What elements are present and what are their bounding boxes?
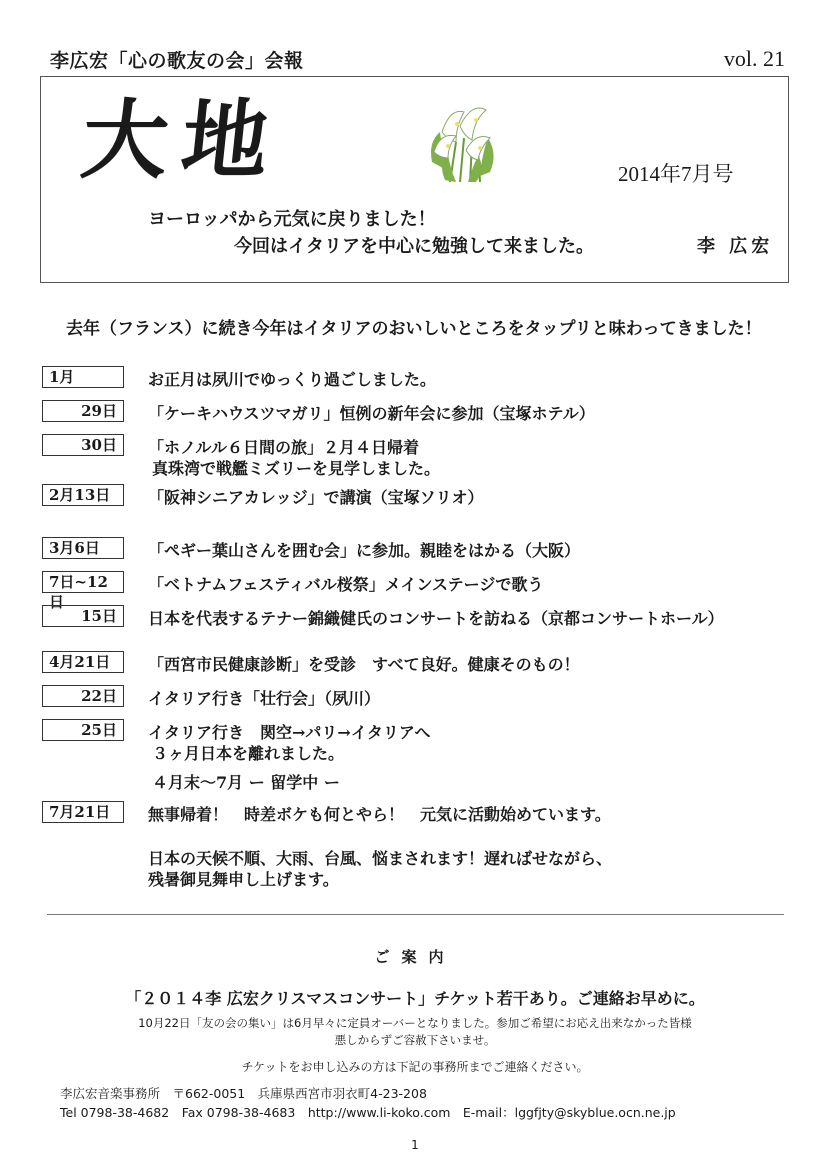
event-date: 3月6日 — [42, 537, 124, 559]
newsletter-org-title: 李広宏「心の歌友の会」会報 — [50, 50, 304, 72]
office-contact: Tel 0798-38-4682 Fax 0798-38-4683 http://www.li-koko.com E-mail：lggfjty@skyblue.ocn.ne.jp — [60, 1105, 676, 1120]
event-text: 日本を代表するテナー錦織健氏のコンサートを訪ねる（京都コンサートホール） — [148, 609, 724, 628]
closing-line-2: 残暑御見舞申し上げます。 — [148, 870, 339, 889]
event-text-continued: 真珠湾で戦艦ミズリーを見学しました。 — [152, 459, 441, 478]
event-date: 2月13日 — [42, 484, 124, 506]
notice-sub-line-2: 悪しからずご容赦下さいませ。 — [334, 1033, 496, 1047]
page-number: 1 — [411, 1138, 419, 1152]
issue-date: 2014年7月号 — [618, 162, 734, 186]
notice-heading: ご案内 — [374, 948, 456, 966]
event-text: イタリア行き 関空→パリ→イタリアへ — [148, 723, 431, 742]
greeting-line-2: 今回はイタリアを中心に勉強して来ました。 — [234, 236, 594, 257]
masthead-title: 大地 — [76, 90, 288, 191]
event-text-continued: ３ヶ月日本を離れました。 — [152, 744, 345, 763]
event-date: 4月21日 — [42, 651, 124, 673]
event-date: 30日 — [42, 434, 124, 456]
volume-number: vol. 21 — [723, 46, 785, 71]
event-date: 15日 — [42, 605, 124, 627]
event-date: 29日 — [42, 400, 124, 422]
calla-lily-bouquet-icon — [420, 102, 500, 184]
office-address: 李広宏音楽事務所 〒662-0051 兵庫県西宮市羽衣町4-23-208 — [60, 1086, 427, 1101]
event-text: 「阪神シニアカレッジ」で講演（宝塚ソリオ） — [148, 488, 484, 507]
event-text: 「ケーキハウスツマガリ」恒例の新年会に参加（宝塚ホテル） — [148, 404, 595, 423]
event-text: 「ホノルル６日間の旅」２月４日帰着 — [148, 438, 419, 457]
event-date: 22日 — [42, 685, 124, 707]
event-text: 「ベトナムフェスティバル桜祭」メインステージで歌う — [148, 575, 544, 594]
notice-main-text: 「２０１４李 広宏クリスマスコンサート」チケット若干あり。ご連絡お早めに。 — [125, 989, 705, 1008]
author-name: 李 広宏 — [697, 236, 774, 257]
greeting-line-1: ヨーロッパから元気に戻りました！ — [148, 209, 436, 230]
event-date: 25日 — [42, 719, 124, 741]
event-text: お正月は夙川でゆっくり過ごしました。 — [148, 370, 436, 389]
event-date: 7日~12日 — [42, 571, 124, 593]
closing-line-1: 日本の天候不順、大雨、台風、悩まされます！遅ればせながら、 — [148, 849, 613, 868]
event-date: 7月21日 — [42, 801, 124, 823]
notice-sub-line-1: 10月22日「友の会の集い」は6月早々に定員オーバーとなりました。参加ご希望にお応え出来なかった皆様 — [138, 1016, 692, 1030]
event-text: 「ペギー葉山さんを囲む会」に参加。親睦をはかる（大阪） — [148, 541, 581, 560]
intro-text: 去年（フランス）に続き今年はイタリアのおいしいところをタップリと味わってきました！ — [66, 319, 762, 339]
event-text: 「西宮市民健康診断」を受診 すべて良好。健康そのもの！ — [148, 655, 580, 674]
event-text: イタリア行き「壮行会」（夙川） — [148, 689, 381, 708]
notice-contact-text: チケットをお申し込みの方は下記の事務所までご連絡ください。 — [241, 1060, 589, 1074]
event-date: 1月 — [42, 366, 124, 388]
study-period: ４月末～7月 ー 留学中 ー — [152, 773, 340, 792]
event-text: 無事帰着！ 時差ボケも何とやら！ 元気に活動始めています。 — [148, 805, 611, 824]
section-divider — [47, 914, 784, 915]
